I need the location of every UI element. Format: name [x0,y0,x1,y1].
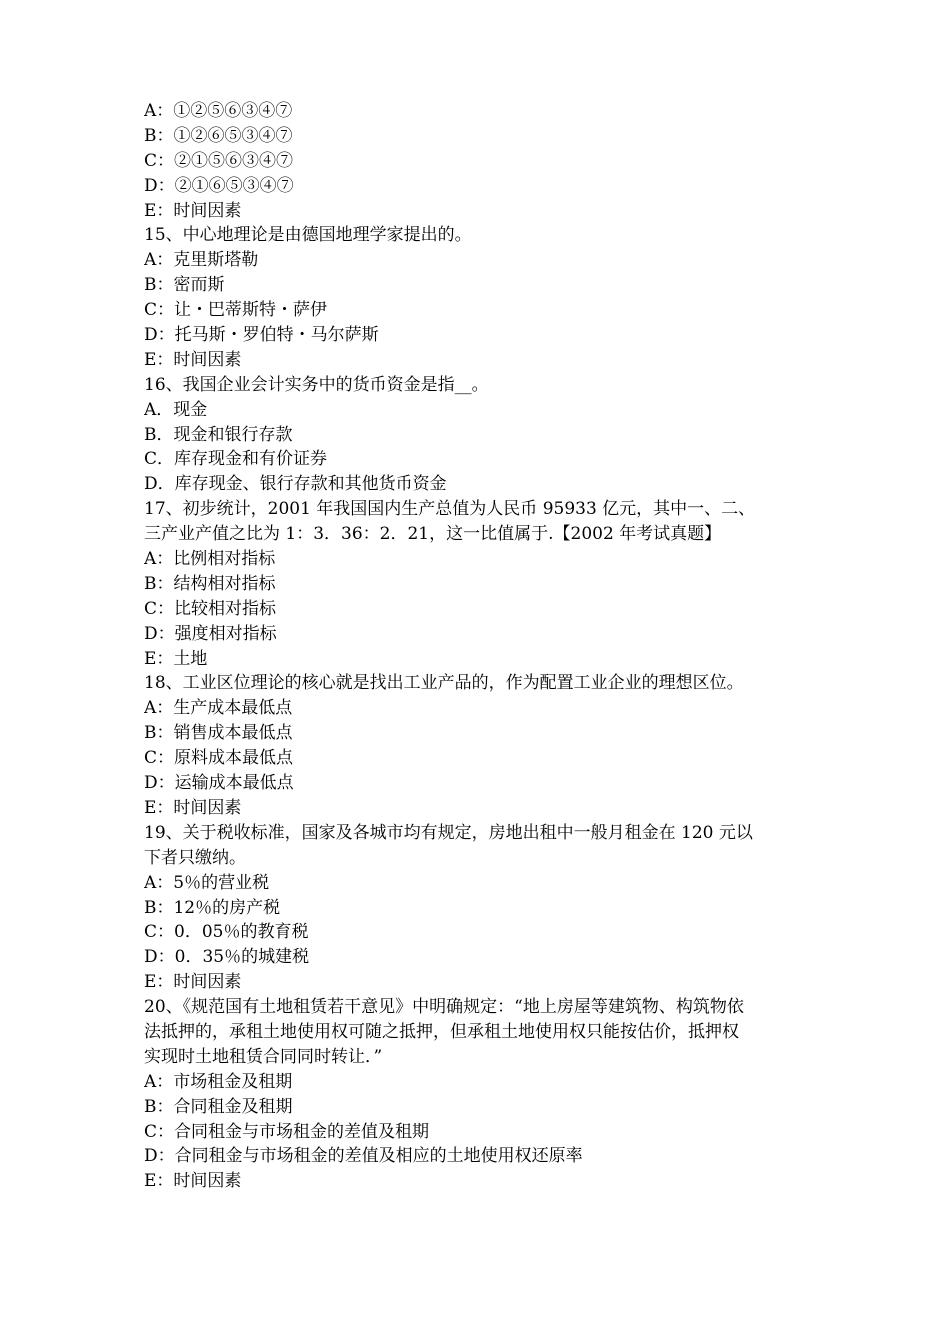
question-line: 15、中心地理论是由德国地理学家提出的。 [144,225,472,246]
question-line: 19、关于税收标准，国家及各城市均有规定，房地出租中一般月租金在 120 元以 [144,822,753,843]
question-line: 法抵押的，承租土地使用权可随之抵押，但承租土地使用权只能按估价，抵押权 [144,1021,739,1042]
option-line: A：比例相对指标 [144,549,276,570]
option-line: B：销售成本最低点 [144,723,293,744]
option-line: A：克里斯塔勒 [144,250,259,271]
option-line: B：12％的房产税 [144,897,281,918]
option-line: C：让・巴蒂斯特・萨伊 [144,300,328,321]
option-line: A：市场租金及租期 [144,1071,293,1092]
option-line: E：时间因素 [144,797,242,818]
option-line: E：时间因素 [144,1171,242,1192]
option-line: C．库存现金和有价证券 [144,449,328,470]
question-line: 下者只缴纳。 [144,847,246,868]
option-line: E：时间因素 [144,349,242,370]
option-line: D．库存现金、银行存款和其他货币资金 [144,474,447,495]
option-line: D：托马斯・罗伯特・马尔萨斯 [144,325,379,346]
option-line: B：①②⑥⑤③④⑦ [144,125,293,146]
option-line: C：②①⑤⑥③④⑦ [144,150,294,171]
option-line: E：时间因素 [144,972,242,993]
option-line: C：原料成本最低点 [144,748,294,769]
question-line: 16、我国企业会计实务中的货币资金是指__。 [144,374,489,395]
option-line: A：5％的营业税 [144,872,270,893]
option-line: D：②①⑥⑤③④⑦ [144,175,294,196]
document-page [144,99,810,1194]
option-line: B：合同租金及租期 [144,1096,293,1117]
option-line: E：土地 [144,648,208,669]
option-line: C：合同租金与市场租金的差值及租期 [144,1121,430,1142]
question-line: 17、初步统计，2001 年我国国内生产总值为人民币 95933 亿元，其中一、二、 [144,499,756,520]
question-line: 20、《规范国有土地租赁若干意见》中明确规定：“地上房屋等建筑物、构筑物依 [144,997,744,1018]
option-line: E：时间因素 [144,200,242,221]
option-line: D：运输成本最低点 [144,773,294,794]
option-line: C：比较相对指标 [144,598,277,619]
option-line: D：强度相对指标 [144,623,277,644]
option-line: A：生产成本最低点 [144,698,293,719]
option-line: B：结构相对指标 [144,573,276,594]
option-line: A：①②⑤⑥③④⑦ [144,101,293,121]
option-line: B：密而斯 [144,275,225,296]
option-line: B．现金和银行存款 [144,424,293,445]
option-line: A．现金 [144,399,208,420]
option-line: D：合同租金与市场租金的差值及相应的土地使用权还原率 [144,1146,583,1167]
question-line: 三产业产值之比为 1：3．36：2．21，这一比值属于.【2002 年考试真题】 [144,524,722,545]
option-line: D：0．35％的城建税 [144,947,310,968]
option-line: C：0．05％的教育税 [144,922,309,943]
question-line: 18、工业区位理论的核心就是找出工业产品的，作为配置工业企业的理想区位。 [144,673,744,694]
question-line: 实现时土地租赁合同同时转让．” [144,1046,383,1067]
